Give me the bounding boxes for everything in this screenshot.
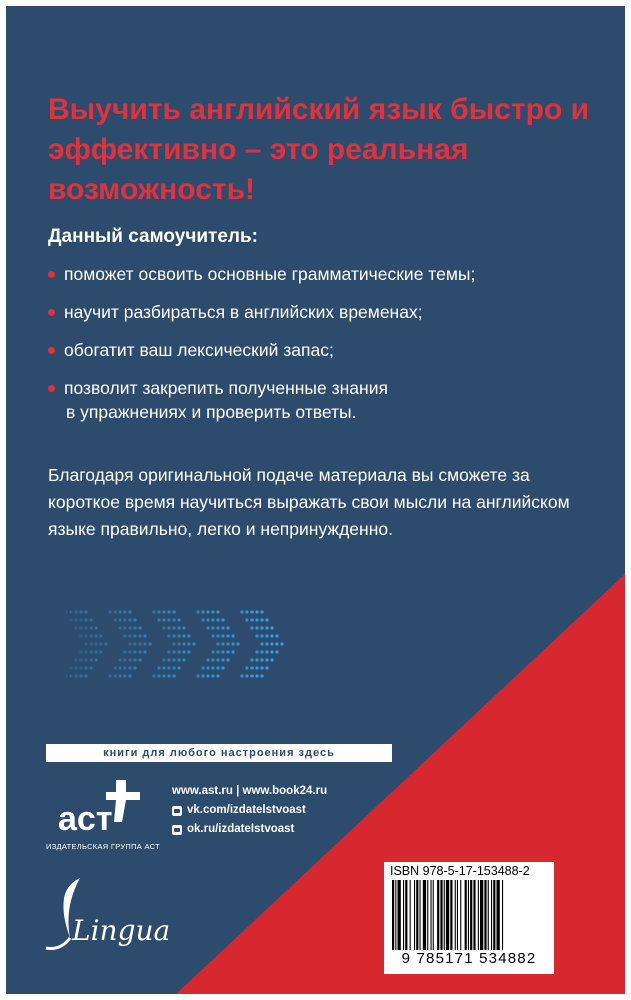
lingua-imprint-logo: Lingua [72,914,171,947]
ok-icon [172,825,182,835]
feature-text: обогатит ваш лексический запас; [64,340,334,360]
svg-text:аст: аст [58,800,113,838]
publisher-group-label: ИЗДАТЕЛЬСКАЯ ГРУППА АСТ [46,842,160,851]
feature-item [48,338,588,362]
feature-text: позволит закрепить полученные знания [64,378,388,398]
headline: Выучить английский язык быстро и эффективно – это реальная возможность! [48,93,590,206]
barcode-icon [390,880,548,950]
ok-link[interactable]: ok.ru/izdatelstvoast [172,820,327,839]
book-back-cover [6,6,625,994]
vk-link[interactable]: vk.com/izdatelstvoast [172,801,327,820]
feature-text: научит разбираться в английских временах; [64,302,423,322]
dotted-arrows-decoration [66,608,306,680]
vk-icon [172,806,182,816]
bullet-dot-icon [48,309,55,316]
feature-text-continuation: в упражнениях и проверить ответы. [66,402,357,422]
feature-list [48,262,588,438]
barcode-panel [384,862,554,974]
description-paragraph: Благодаря оригинальной подаче материала вы сможете за короткое время научиться выражать свои мысли на английском языке правильно, легко и непринужденно. [48,465,570,539]
publisher-links [172,782,327,839]
ast-logo-icon [56,774,146,838]
website-links[interactable]: www.ast.ru | www.book24.ru [172,785,328,797]
tagline-banner: книги для любого настроения здесь [46,744,392,762]
isbn-number: ISBN 978-5-17-153488-2 [390,864,530,878]
bullet-dot-icon [48,347,55,354]
feature-item [48,300,588,324]
bullet-dot-icon [48,385,55,392]
feature-item [48,262,588,286]
subheading: Данный самоучитель: [48,226,258,247]
feature-item [48,376,588,424]
bullet-dot-icon [48,271,55,278]
barcode-digits: 9 785171 534882 [401,950,537,967]
feature-text: поможет освоить основные грамматические темы; [64,264,476,284]
